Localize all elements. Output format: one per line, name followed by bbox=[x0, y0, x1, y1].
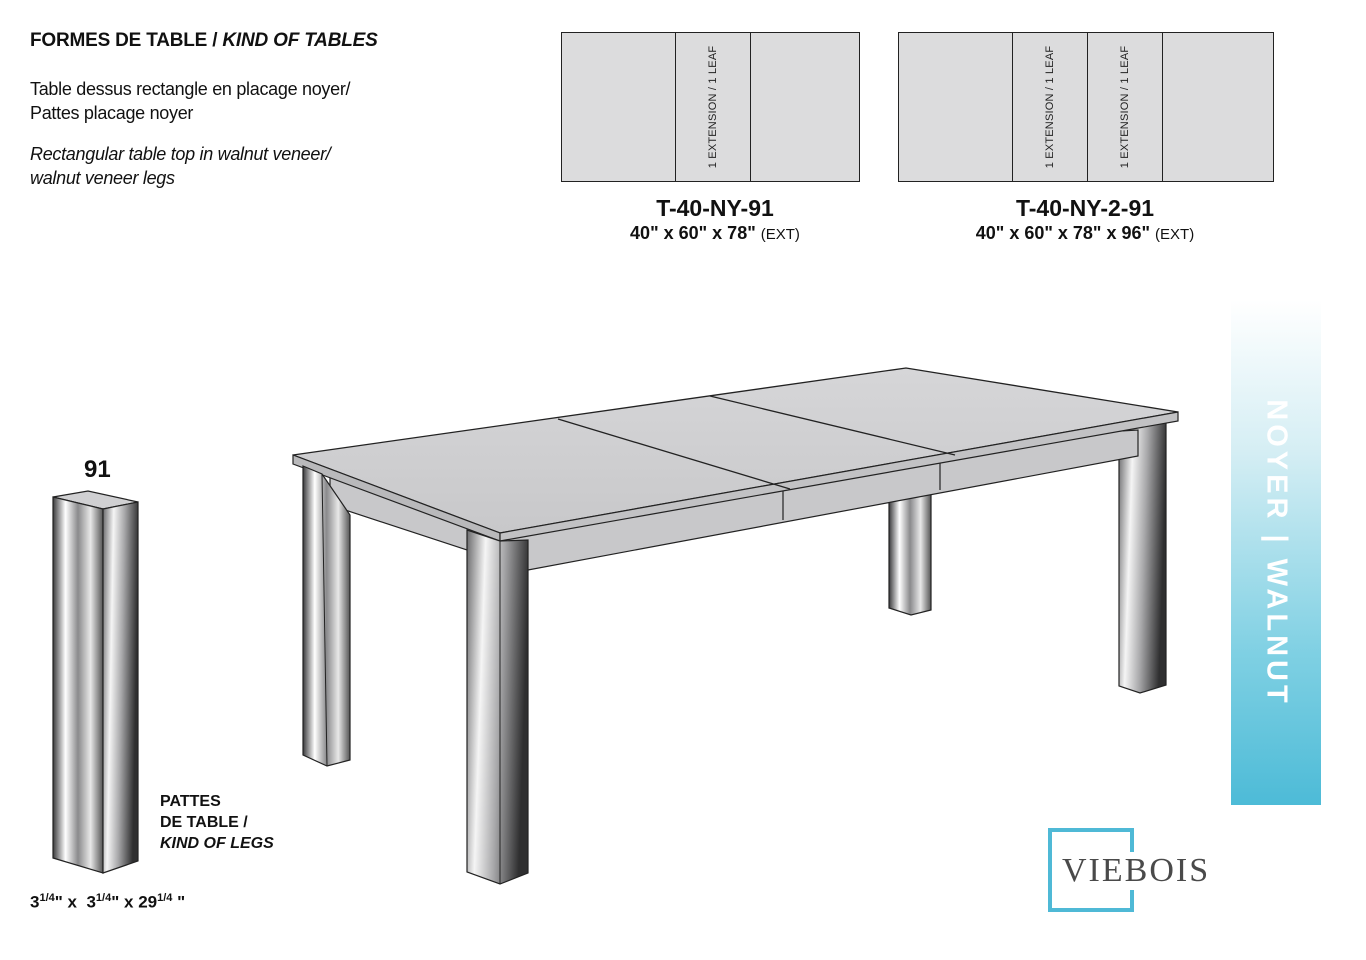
leg-dim-height: 29 bbox=[138, 892, 158, 912]
leg-dim-width: 3 bbox=[30, 892, 40, 912]
leg-dim-height-fraction: 1/4 bbox=[157, 892, 173, 904]
model-dimensions: 40" x 60" x 78" bbox=[630, 223, 756, 243]
description-en-line: Rectangular table top in walnut veneer/ bbox=[30, 144, 331, 164]
leg-dim-depth-fraction: 1/4 bbox=[95, 892, 112, 904]
leg-label-line: PATTES bbox=[160, 793, 221, 810]
description-en-line: walnut veneer legs bbox=[30, 168, 175, 188]
description-fr-line: Table dessus rectangle en placage noyer/ bbox=[30, 79, 351, 99]
leg-model-number: 91 bbox=[84, 456, 111, 483]
brand-logo-text: VIEBOIS bbox=[1062, 852, 1211, 889]
model-ext: (EXT) bbox=[1155, 226, 1195, 243]
front-leg-left bbox=[303, 466, 350, 766]
back-leg-right bbox=[1119, 420, 1166, 693]
model-code: T-40-NY-91 bbox=[656, 195, 774, 221]
leg-illustration bbox=[53, 491, 138, 873]
model-code: T-40-NY-2-91 bbox=[1015, 195, 1155, 221]
leg-dimensions: $3^{1/4}$" x $3^{1/4}$" x $29^{1/4}$ " bbox=[30, 892, 186, 912]
leg-label-line: DE TABLE / bbox=[160, 814, 248, 831]
leg-label bbox=[160, 791, 274, 854]
description-fr-line: Pattes placage noyer bbox=[30, 103, 194, 123]
leg-dim-depth: 3 bbox=[86, 892, 96, 912]
front-leg-right bbox=[467, 530, 528, 884]
model-ext: (EXT) bbox=[760, 226, 800, 243]
leaf-label: 1 EXTENSION / 1 LEAF bbox=[1119, 45, 1131, 169]
leaf-label: 1 EXTENSION / 1 LEAF bbox=[1044, 45, 1056, 169]
title-fr: FORMES DE TABLE / bbox=[30, 30, 218, 51]
leaf-label: 1 EXTENSION / 1 LEAF bbox=[707, 45, 719, 169]
side-banner-text: NOYER | WALNUT bbox=[1260, 398, 1293, 707]
title-en: KIND OF TABLES bbox=[222, 30, 378, 51]
model-dimensions: 40" x 60" x 78" x 96" bbox=[975, 223, 1151, 243]
leg-label-line: KIND OF LEGS bbox=[160, 835, 274, 852]
leg-dim-width-fraction: 1/4 bbox=[39, 892, 55, 904]
side-banner bbox=[1231, 300, 1321, 805]
